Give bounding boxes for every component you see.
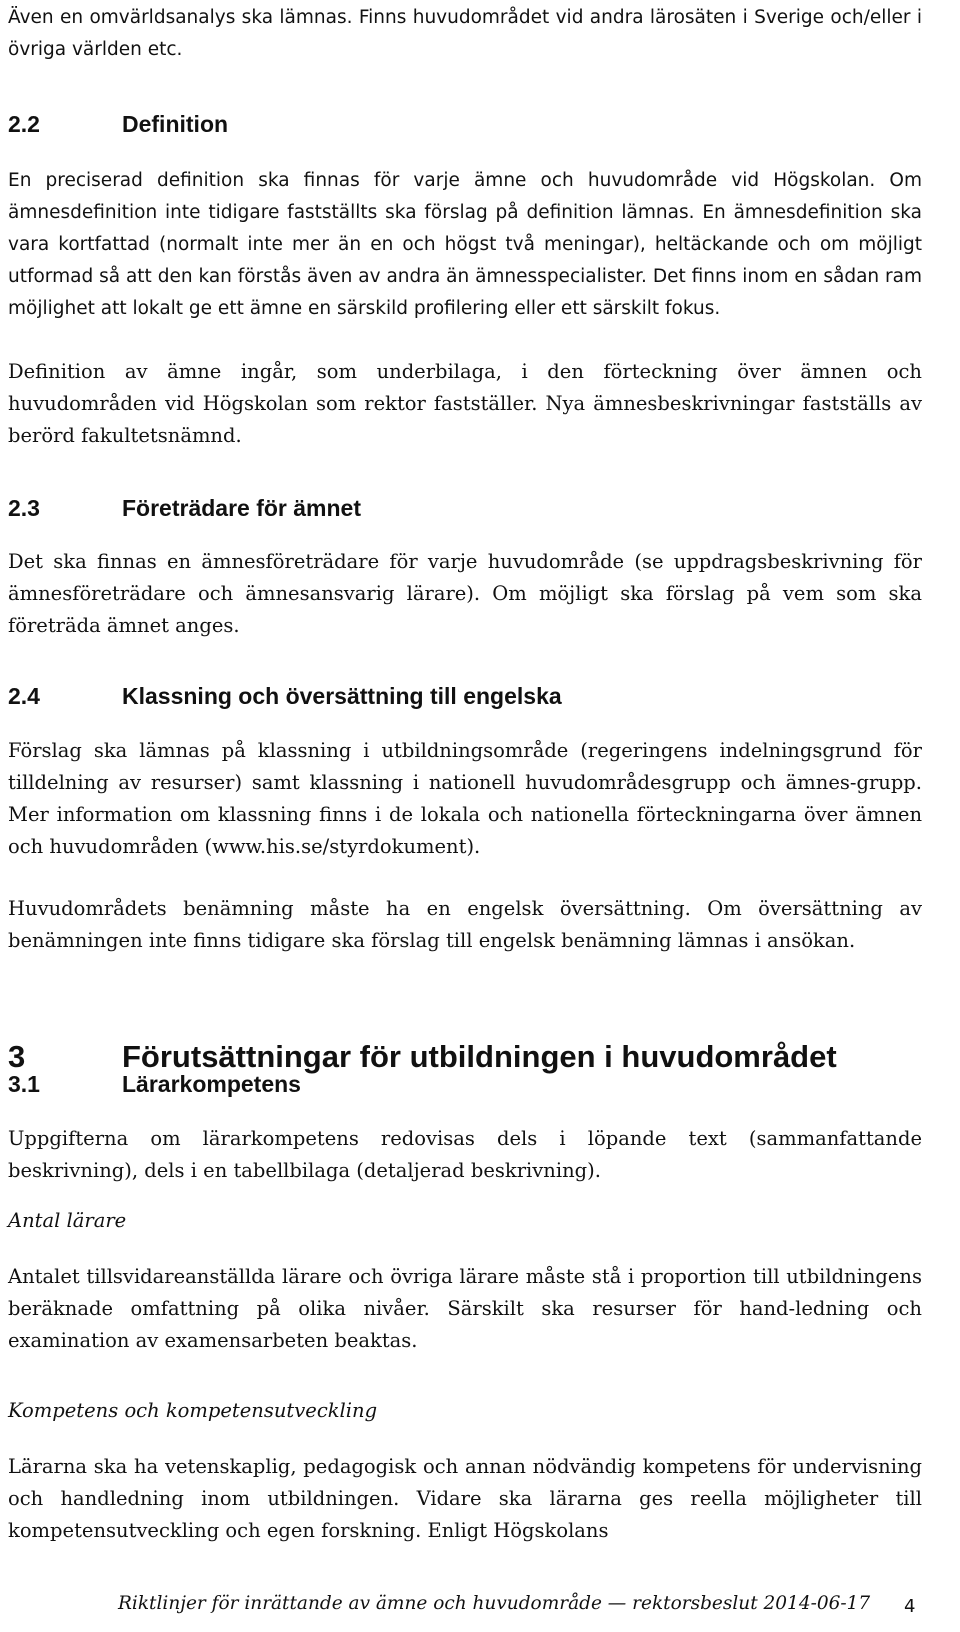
heading-2-3 (8, 495, 361, 522)
competence-paragraph: Uppgifterna om lärarkompetens redovisas dels i löpande text (sammanfattande beskrivning), dels i en tabellbilaga (detaljerad beskrivning). (8, 1127, 922, 1182)
representative-paragraph: Det ska finnas en ämnesföreträdare för varje huvudområde (se uppdragsbeskrivning för ämnesföreträdare och ämnesansvarig lärare). Om möjligt ska förslag på vem som ska företräda ämnet anges. (8, 550, 922, 637)
heading-2-4 (8, 683, 562, 710)
page-footer: Riktlinjer för inrättande av ämne och huvudområde — rektorsbeslut 2014-06-17 (118, 1593, 871, 1614)
heading-title: Klassning och översättning till engelska (122, 683, 562, 709)
teacher-count-paragraph: Antalet tillsvidareanställda lärare och övriga lärare måste stå i proportion till utbildningens beräknade omfattning på olika nivåer. Särskilt ska resurser för hand-ledning och examination av examensarbeten beaktas. (8, 1265, 922, 1352)
definition-paragraph-2: Definition av ämne ingår, som underbilaga, i den förteckning över ämnen och huvudområden vid Högskolan som rektor fastställer. Nya ämnesbeskrivningar fastställs av berörd fakultetsnämnd. (8, 360, 922, 447)
heading-title: Företrädare för ämnet (122, 495, 362, 521)
heading-2-2 (8, 111, 228, 138)
heading-title: Förutsättningar för utbildningen i huvudområdet (122, 1039, 837, 1074)
heading-number: 3 (8, 1039, 26, 1074)
page-number: 4 (904, 1596, 916, 1617)
heading-3-1 (8, 1071, 301, 1098)
definition-paragraph-1: En preciserad definition ska finnas för varje ämne och huvudområde vid Högskolan. Om ämnesdefinition inte tidigare fastställts ska förslag på definition lämnas. En ämnesdefinition ska vara kortfattad (normalt inte mer än en och högst två meningar), heltäckande och om möjligt utformad så att den kan förstås även av andra än ämnesspecialister. Det finns inom en sådan ram möjlighet att lokalt ge ett ämne en särskild profilering eller ett särskilt fokus. (8, 170, 922, 319)
heading-title: Definition (122, 111, 229, 137)
heading-number: 2.4 (8, 683, 40, 709)
heading-number: 3.1 (8, 1071, 40, 1097)
subheading-antal-larare: Antal lärare (8, 1209, 127, 1232)
classification-paragraph-2: Huvudområdets benämning måste ha en engelsk översättning. Om översättning av benämningen inte finns tidigare ska förslag till engelsk benämning lämnas i ansökan. (8, 897, 922, 952)
intro-paragraph: Även en omvärldsanalys ska lämnas. Finns huvudområdet vid andra lärosäten i Sverige och/eller i övriga världen etc. (8, 7, 922, 60)
development-paragraph: Lärarna ska ha vetenskaplig, pedagogisk och annan nödvändig kompetens för undervisning och handledning inom utbildningen. Vidare ska lärarna ges reella möjligheter till kompetensutveckling och egen forskning. Enligt Högskolans (8, 1455, 922, 1542)
heading-3 (8, 1039, 837, 1075)
heading-number: 2.3 (8, 495, 40, 521)
heading-title: Lärarkompetens (122, 1071, 301, 1097)
subheading-kompetens: Kompetens och kompetensutveckling (8, 1399, 378, 1422)
heading-number: 2.2 (8, 111, 40, 137)
classification-paragraph-1: Förslag ska lämnas på klassning i utbildningsområde (regeringens indelningsgrund för tilldelning av resurser) samt klassning i nationell huvudområdesgrupp och ämnes-grupp. Mer information om klassning finns i de lokala och nationella förteckningarna över ämnen och huvudområden (www.his.se/styrdokument). (8, 739, 922, 858)
